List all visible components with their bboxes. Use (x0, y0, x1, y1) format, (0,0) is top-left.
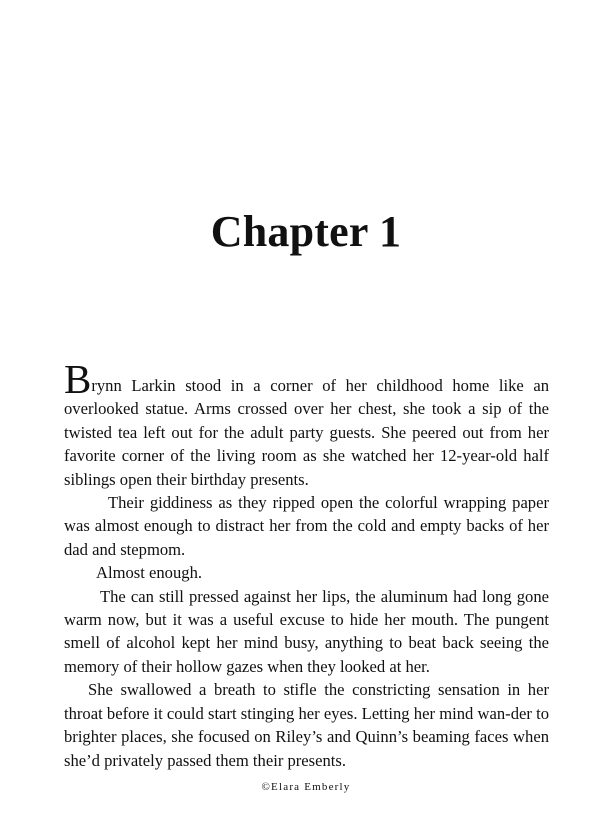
paragraph-3: Almost enough. (96, 563, 203, 583)
copyright-footer: ©Elara Emberly (261, 781, 351, 793)
chapter-body (64, 356, 549, 772)
paragraph-2: Their giddiness as they ripped open the colorful wrapping paper was almost enough to distract her from the cold and empty backs of her dad and stepmom. (64, 493, 549, 559)
paragraph-1-text: rynn Larkin stood in a corner of her childhood home like an overlooked statue. Arms crossed over her chest, she took a sip of the twisted tea left out for the adult party guests. She peered out from her favorite corner of the living room as she watched her 12-year-old half siblings open their birthday presents. (64, 376, 549, 489)
drop-cap: B (64, 356, 92, 402)
paragraph-1 (64, 356, 549, 491)
paragraph-4: The can still pressed against her lips, the aluminum had long gone warm now, but it was a useful excuse to hide her mouth. The pungent smell of alcohol kept her mind busy, anything to beat back seeing the memory of their hollow gazes when they looked at her. (64, 586, 549, 676)
paragraph-5: She swallowed a breath to stifle the constricting sensation in her throat before it could start stinging her eyes. Letting her mind wan-der to brighter places, she focused on Riley’s and Quinn’s beaming faces when she’d privately passed them their presents. (64, 680, 549, 770)
chapter-title: Chapter 1 (210, 207, 402, 256)
